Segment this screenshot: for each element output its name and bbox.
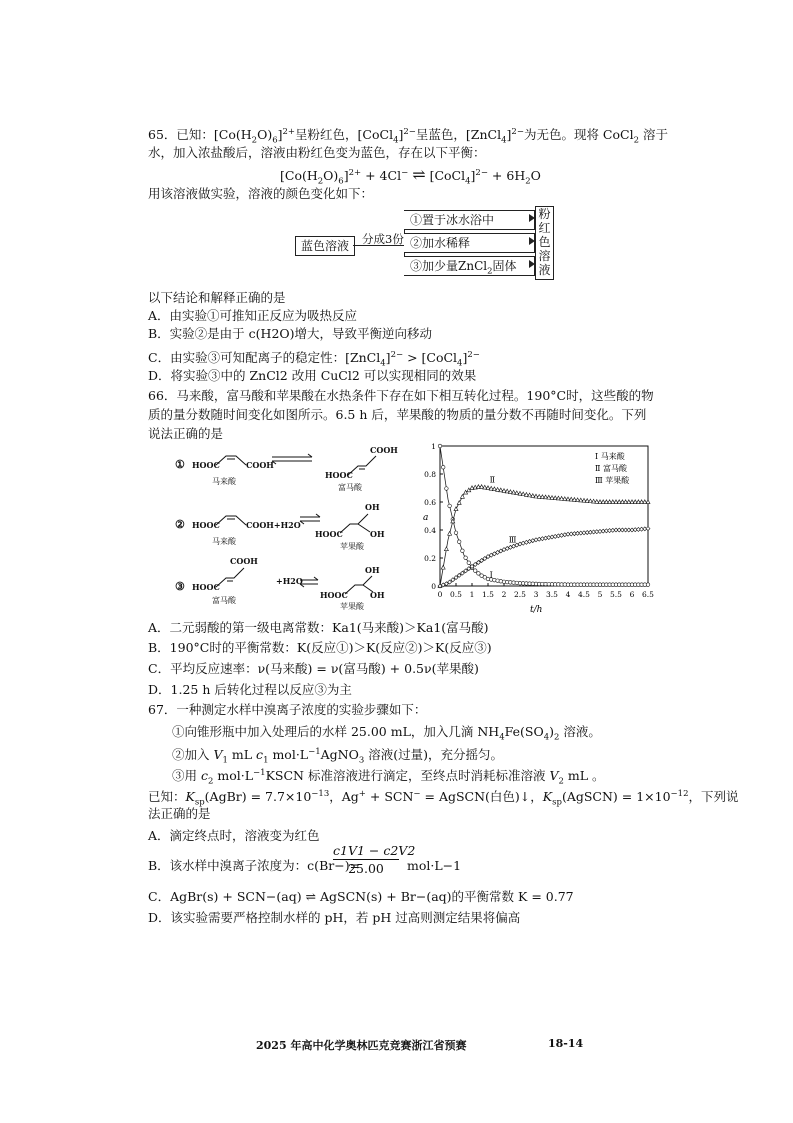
y-axis-label: a (423, 513, 429, 523)
q67-option-b: B．该水样中溴离子浓度为：c(Br−)= (148, 858, 361, 873)
legend-item-3: Ⅲ 苹果酸 (595, 476, 630, 485)
q65-option-a: A．由实验①可推知正反应为吸热反应 (148, 308, 358, 323)
q65-option-d: D．将实验③中的 ZnCl2 改用 CuCl2 可以实现相同的效果 (148, 368, 477, 383)
x-tick-label: 6 (629, 590, 635, 599)
q65-option-c: C．由实验③可知配离子的稳定性：[ZnCl$_4$]$^{2-}$ > [CoCl$_4$]$^{2-}$ (148, 350, 480, 369)
q67-step-3: ③用 $c_2$ $mol\cdot L^{-1}KSCN$ 标准溶液进行滴定，至终点时消耗标准溶液 $V_2$ mL 。 (172, 768, 605, 787)
r1-right-name: 富马酸 (338, 483, 362, 492)
flow-step-2: ②加水稀释 (404, 233, 535, 253)
data-point-Ⅰ (448, 504, 452, 508)
q67-option-c: C．AgBr(s) + SCN−(aq) ⇌ AgSCN(s) + Br−(aq)的平衡常数 K = 0.77 (148, 889, 574, 904)
r3-fumaric-skeleton (216, 568, 244, 587)
r3-left-cooh: COOH (230, 556, 258, 566)
flow-end-box: 粉红色溶液 (535, 206, 554, 280)
footer-title: 2025 年高中化学奥林匹克竞赛浙江省预赛 (256, 1039, 467, 1052)
r3-left-hooc: HOOC (192, 582, 220, 592)
y-tick-label: 0.2 (424, 554, 436, 563)
data-point-Ⅰ (477, 572, 481, 576)
r2-left-cooh: COOH+H2O (246, 520, 301, 530)
data-point-Ⅰ (467, 561, 471, 565)
x-tick-label: 4.5 (578, 590, 590, 599)
q67-option-b-unit: mol·L−1 (407, 858, 462, 873)
q66-option-a: A．二元弱酸的第一级电离常数：Ka1(马来酸)＞Ka1(富马酸) (148, 620, 489, 635)
q67-step-1: ①向锥形瓶中加入处理后的水样 25.00 mL，加入几滴 $NH_4Fe(SO_4)_2$ 溶液。 (172, 724, 601, 743)
data-point-Ⅰ (646, 583, 650, 587)
r3-malic-skeleton (345, 576, 372, 594)
r1-left-name: 马来酸 (212, 477, 236, 486)
r2-right-oh: OH (370, 529, 385, 539)
q66-stem-line3: 说法正确的是 (148, 426, 224, 441)
flow-split-label: 分成3份 (362, 232, 404, 246)
y-tick-label: 1 (431, 442, 436, 451)
q66-reaction-schemes (170, 440, 415, 615)
r3-right-name: 苹果酸 (340, 602, 364, 611)
data-point-Ⅰ (441, 465, 445, 469)
fraction-numerator: c1V1 − c2V2 (333, 843, 416, 858)
r2-right-oh-top: OH (365, 502, 380, 512)
q65-stem-line2: 水，加入浓盐酸后，溶液由粉红色变为蓝色，存在以下平衡： (148, 145, 486, 160)
r2-malic-skeleton (340, 514, 368, 533)
q66-option-c: C．平均反应速率：ν(马来酸) = ν(富马酸) + 0.5ν(苹果酸) (148, 661, 479, 676)
r1-right-hooc: HOOC (325, 470, 353, 480)
curve-label: Ⅱ (489, 475, 496, 485)
data-point-Ⅱ (441, 565, 445, 569)
y-tick-label: 0 (431, 582, 436, 591)
x-tick-label: 5 (597, 590, 603, 599)
x-tick-label: 2.5 (514, 590, 526, 599)
fraction-denominator: 25.00 (348, 861, 384, 876)
y-tick-label: 0.4 (424, 526, 436, 535)
x-tick-label: 0 (437, 590, 443, 599)
r2-right-name: 苹果酸 (340, 542, 364, 551)
y-tick-label: 0.8 (424, 470, 436, 479)
data-point-Ⅱ (444, 547, 448, 551)
data-point-Ⅱ (454, 507, 458, 511)
x-tick-label: 5.5 (610, 590, 622, 599)
r3-right-oh-top: OH (365, 565, 380, 575)
x-tick-label: 2 (501, 590, 507, 599)
q67-stem: 67．一种测定水样中溴离子浓度的实验步骤如下： (148, 702, 427, 717)
r1-right-cooh: COOH (370, 445, 398, 455)
series-line-Ⅲ (440, 529, 648, 586)
data-point-Ⅰ (457, 540, 461, 544)
data-point-Ⅰ (454, 531, 458, 535)
r3-plus-water: +H2O (276, 576, 303, 586)
q66-stem-line1: 66．马来酸，富马酸和苹果酸在水热条件下存在如下相互转化过程。190°C时，这些酸的物 (148, 388, 654, 403)
data-point-Ⅲ (646, 527, 650, 531)
data-point-Ⅰ (438, 444, 442, 448)
q66-option-d: D．1.25 h 后转化过程以反应③为主 (148, 682, 352, 697)
r3-right-oh: OH (370, 590, 385, 600)
data-point-Ⅰ (445, 487, 449, 491)
flow-start-box: 蓝色溶液 (295, 236, 355, 256)
x-tick-label: 6.5 (642, 590, 654, 599)
x-tick-label: 0.5 (450, 590, 462, 599)
curve-label: Ⅰ (489, 570, 493, 580)
x-axis-label: t/h (530, 605, 543, 615)
r2-left-hooc: HOOC (192, 520, 220, 530)
r2-right-hooc: HOOC (315, 529, 343, 539)
x-tick-label: 3.5 (546, 590, 558, 599)
x-tick-label: 1 (469, 590, 475, 599)
q66-stem-line2: 质的量分数随时间变化如图所示。6.5 h 后，苹果酸的物质的量分数不再随时间变化。下列 (148, 407, 647, 422)
q65-prompt: 以下结论和解释正确的是 (148, 290, 286, 305)
q65-option-b: B．实验②是由于 c(H2O)增大，导致平衡逆向移动 (148, 326, 433, 341)
y-tick-label: 0.6 (424, 498, 436, 507)
r3-left-name: 富马酸 (212, 596, 236, 605)
x-tick-label: 4 (565, 590, 571, 599)
data-point-Ⅱ (457, 501, 461, 505)
legend-item-2: Ⅱ 富马酸 (595, 464, 627, 473)
q67-option-b-fraction (333, 843, 416, 876)
r3-right-hooc: HOOC (320, 590, 348, 600)
r2-number: ② (175, 518, 185, 531)
r1-left-hooc: HOOC (192, 460, 220, 470)
q65-stem-line3: 用该溶液做实验，溶液的颜色变化如下： (148, 186, 374, 201)
q66-option-b: B．190°C时的平衡常数：K(反应①)＞K(反应②)＞K(反应③) (148, 640, 492, 655)
data-point-Ⅰ (461, 549, 465, 553)
r1-maleic-skeleton (216, 456, 246, 465)
q66-chart (415, 440, 665, 618)
q65-equilibrium: $[Co(H_2O)_6]^{2+} + 4Cl^-$ ⇌ [CoCl$_4$]$^{2-}$ + $6H_2O$ (280, 165, 541, 187)
footer-page-number: 18-14 (548, 1037, 584, 1050)
data-point-Ⅰ (464, 556, 468, 560)
legend-item-1: Ⅰ 马来酸 (595, 452, 625, 461)
curve-label: Ⅲ (508, 535, 517, 545)
data-point-Ⅰ (473, 569, 477, 573)
r2-left-name: 马来酸 (212, 537, 236, 546)
q67-option-d: D．该实验需要严格控制水样的 pH，若 pH 过高则测定结果将偏高 (148, 910, 521, 925)
q67-known-line2: 法正确的是 (148, 806, 211, 821)
q67-option-a: A．滴定终点时，溶液变为红色 (148, 828, 320, 843)
q67-step-2: ②加入 $V_1$ mL $c_1$ $mol\cdot L^{-1}AgNO_3$ 溶液(过量)，充分摇匀。 (172, 747, 504, 766)
r3-number: ③ (175, 580, 185, 593)
flow-step-1: ①置于冰水浴中 (404, 210, 535, 230)
r1-number: ① (175, 458, 185, 471)
data-point-Ⅱ (460, 494, 464, 498)
x-tick-label: 1.5 (482, 590, 494, 599)
flow-step-3: ③加少量ZnCl$_2$固体 (404, 256, 535, 276)
q65-stem-line1: 65．已知：$[Co(H_2O)_6]^{2+}$呈粉红色，[CoCl$_4$]$^{2-}$呈蓝色，[ZnCl$_4$]$^{2-}$为无色。现将 CoCl$_2$ 溶于 (148, 127, 668, 146)
q67-known-line1: 已知：$K_{sp}(AgBr) = 7.7\times 10^{-13}$，Ag+ + SCN− = AgSCN(白色)↓，$K_{sp}(AgSCN) = 1\times 10^{-12}$，下列说 (148, 789, 739, 808)
r1-left-cooh: COOH (246, 460, 274, 470)
r2-maleic-skeleton (216, 516, 246, 525)
data-point-Ⅱ (448, 531, 452, 535)
x-tick-label: 3 (533, 590, 539, 599)
